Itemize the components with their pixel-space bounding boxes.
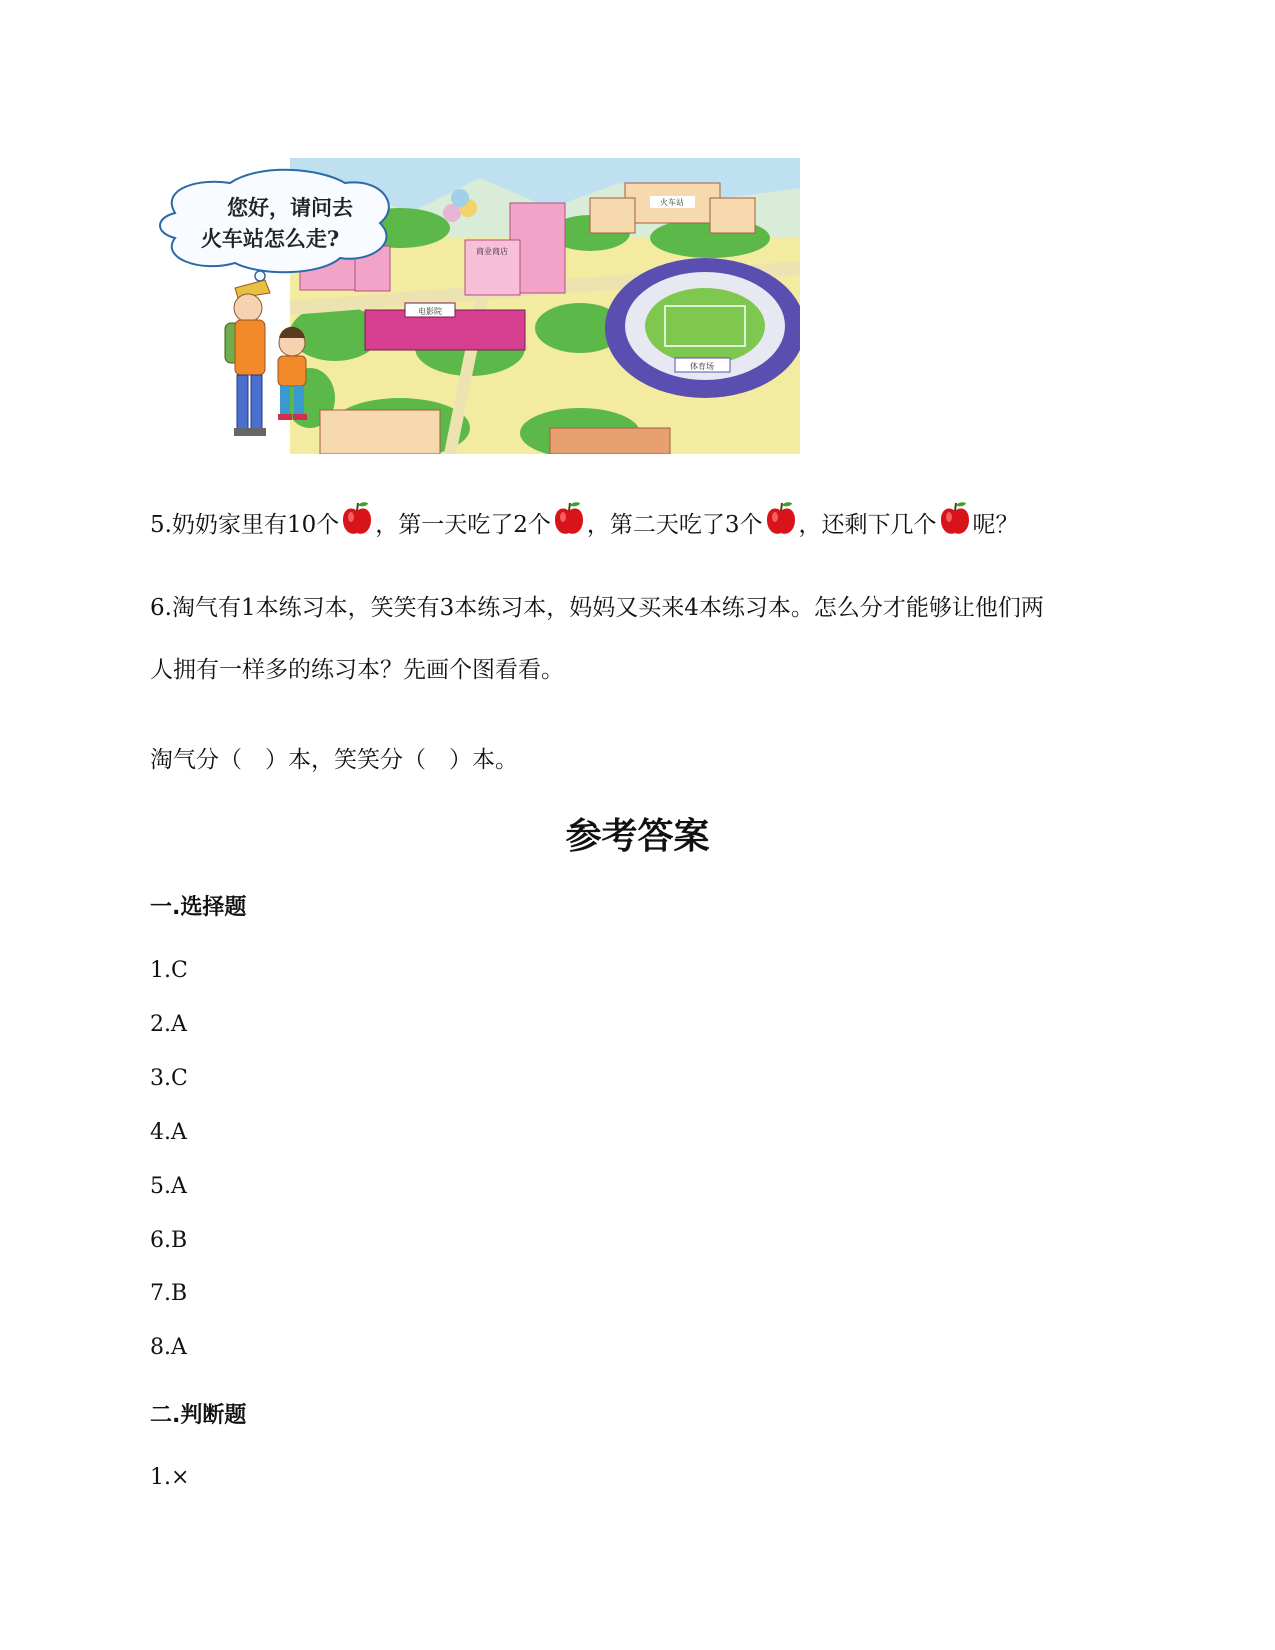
- boy-figure: [225, 280, 270, 436]
- map-illustration: [150, 158, 800, 454]
- apple-icon: [552, 500, 586, 538]
- mall-sign: 商业商店: [476, 247, 508, 256]
- answer-item: 3.C: [150, 1066, 188, 1091]
- q5-text-4: ，还剩下几个: [798, 512, 937, 538]
- q5-text-3: ，第二天吃了3个: [586, 512, 763, 538]
- answer-item: 7.B: [150, 1281, 188, 1306]
- answer-item: 6.B: [150, 1228, 188, 1253]
- apple-icon: [340, 500, 374, 538]
- answer-item: 8.A: [150, 1335, 187, 1360]
- apple-icon: [764, 500, 798, 538]
- answer-item: 4.A: [150, 1120, 187, 1145]
- speech-line1: 您好，请问去: [227, 195, 353, 220]
- question-5: [150, 500, 1019, 540]
- q5-text-2: ，第一天吃了2个: [375, 512, 551, 538]
- answer-item: 5.A: [150, 1174, 187, 1199]
- apple-icon: [938, 500, 972, 538]
- question-6-line2: 人拥有一样多的练习本？先画个图看看。: [150, 657, 564, 683]
- stadium-sign: 体育场: [690, 362, 714, 371]
- answer-item: 2.A: [150, 1012, 187, 1037]
- q5-text-1: 5.奶奶家里有10个: [150, 512, 340, 538]
- answer-item: 1.×: [150, 1465, 190, 1490]
- speech-line2: 火车站怎么走?: [200, 226, 340, 251]
- section-heading-judgement: 二.判断题: [150, 1403, 247, 1428]
- q5-text-5: 呢？: [972, 512, 1019, 538]
- station-sign: 火车站: [660, 198, 684, 207]
- answers-title: 参考答案: [565, 816, 710, 857]
- question-6-answer-blank: 淘气分（ ）本，笑笑分（ ）本。: [150, 747, 518, 773]
- cinema-sign: 电影院: [418, 307, 442, 316]
- question-6-line1: 6.淘气有1本练习本，笑笑有3本练习本，妈妈又买来4本练习本。怎么分才能够让他们两: [150, 595, 1044, 621]
- section-heading-choice: 一.选择题: [150, 895, 247, 920]
- answer-item: 1.C: [150, 958, 188, 983]
